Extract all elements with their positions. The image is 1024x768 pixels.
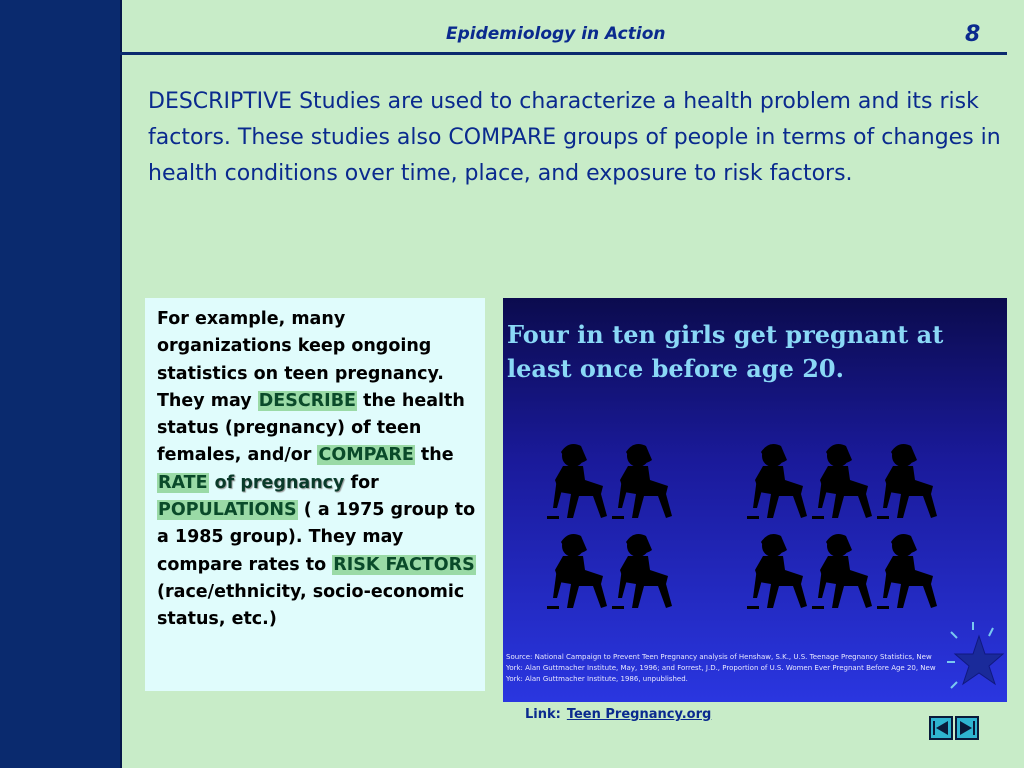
keyword-rate: RATE	[158, 472, 208, 493]
next-slide-button[interactable]	[955, 716, 979, 740]
keyword-describe: DESCRIBE	[258, 390, 356, 411]
example-paragraph	[157, 306, 477, 634]
example-text-part: (race/ethnicity, socio-economic status, etc.)	[157, 581, 465, 630]
teen-pregnancy-link[interactable]: Teen Pregnancy.org	[566, 707, 712, 722]
next-arrow-icon	[957, 718, 977, 738]
example-text-part: For example, many organizations keep ongoing statistics on teen pregnancy. They may	[157, 309, 444, 411]
keyword-compare: COMPARE	[318, 445, 414, 466]
example-text-part: the	[414, 445, 454, 466]
figure-row-top	[547, 444, 937, 519]
example-text-part: the health status (pregnancy) of teen females, and/or	[157, 390, 465, 466]
nav-buttons	[929, 716, 979, 740]
slide-title: Epidemiology in Action	[446, 24, 666, 44]
link-row	[525, 707, 711, 722]
keyword-risk-factors: RISK FACTORS	[333, 554, 475, 575]
keyword-of-pregnancy: of pregnancy	[214, 472, 345, 493]
prev-slide-button[interactable]	[929, 716, 953, 740]
sidebar-bar	[0, 0, 122, 768]
image-headline: Four in ten girls get pregnant at least once before age 20.	[507, 320, 944, 383]
prev-arrow-icon	[931, 718, 951, 738]
page-number: 8	[965, 22, 981, 47]
link-prefix: Link:	[525, 707, 561, 722]
intro-paragraph: DESCRIPTIVE Studies are used to characterize a health problem and its risk factors. These studies also COMPARE groups of people in terms of changes in health conditions over time, place, and exposure to risk factors.	[148, 89, 1001, 186]
header-divider	[120, 52, 1007, 55]
example-text-part: ( a 1975 group to a 1985 group). They may compare rates to	[157, 500, 476, 575]
star-icon	[943, 618, 1007, 702]
figure-row-bottom	[547, 534, 937, 609]
keyword-populations: POPULATIONS	[158, 500, 297, 521]
girl-silhouettes	[503, 298, 1007, 702]
example-text-box	[145, 298, 485, 691]
image-source-note: Source: National Campaign to Prevent Teen Pregnancy analysis of Henshaw, S.K., U.S. Teenage Pregnancy Statistics, New York: Alan Guttmacher Institute, May, 1996; and Forrest, J.D., Proportion of U.S. Women Ever Pregnant Before Age 20, New York: Alan Guttmacher Institute, 1986, unpublished.	[506, 653, 936, 683]
example-text-part: for	[344, 472, 379, 493]
teen-pregnancy-image	[503, 298, 1007, 702]
